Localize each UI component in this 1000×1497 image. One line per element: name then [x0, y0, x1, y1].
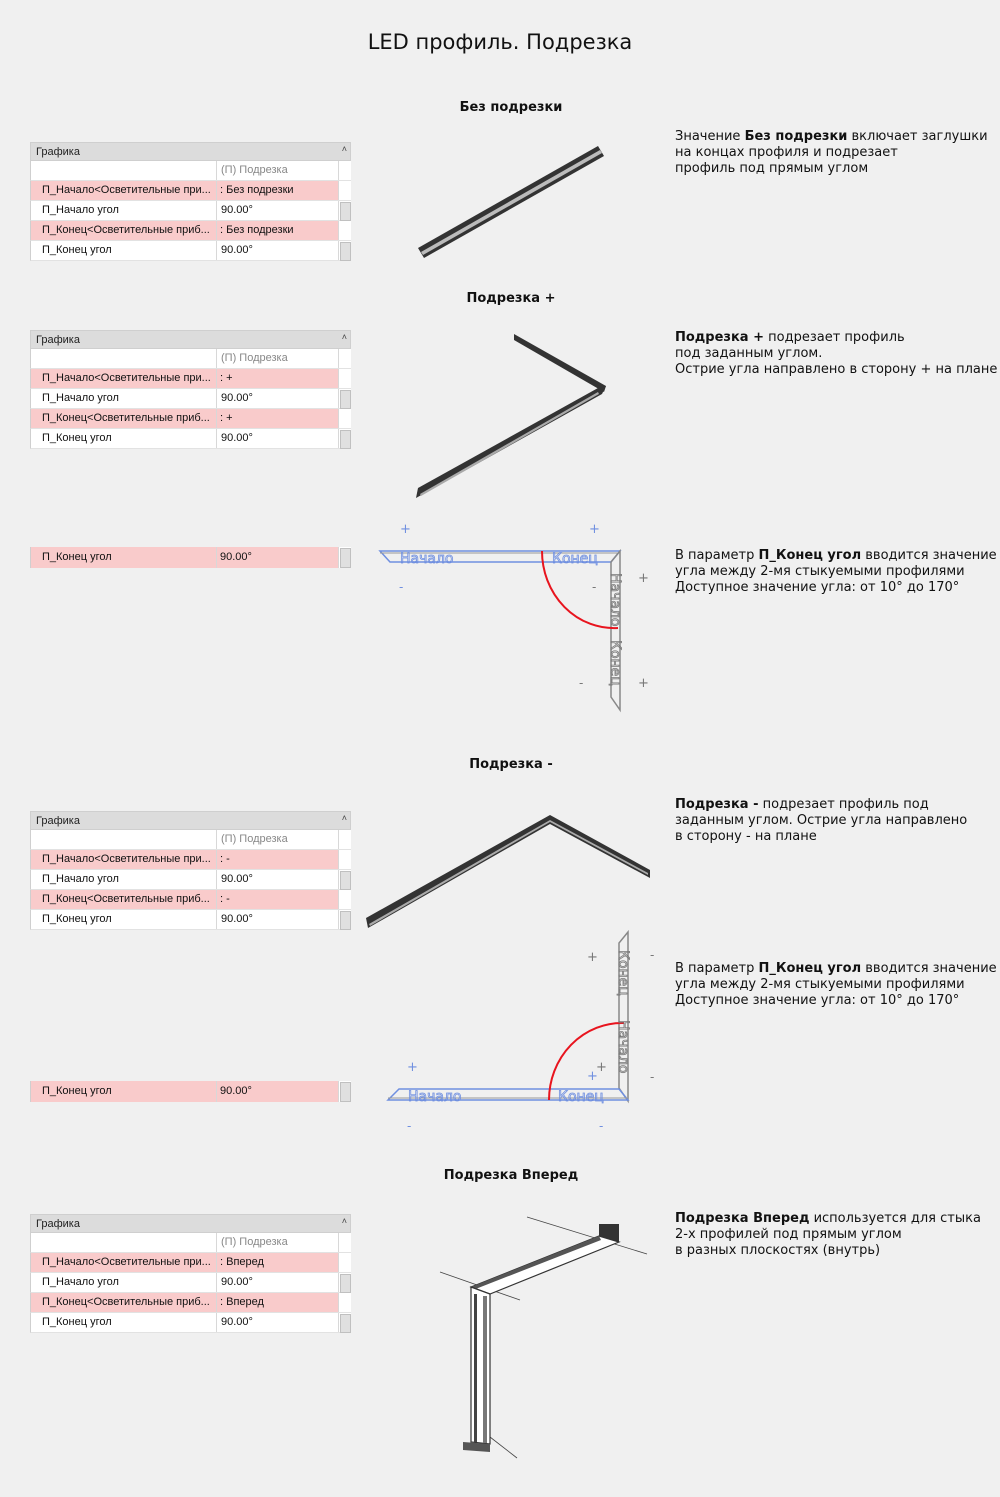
plan-label-end: Конец	[558, 1089, 604, 1105]
row-button[interactable]	[338, 1233, 351, 1252]
table-header-label: Графика	[36, 334, 80, 346]
param-value: : -	[220, 853, 230, 865]
row-button[interactable]	[338, 1081, 351, 1102]
param-name: П_Конец<Осветительные приб...	[31, 1293, 217, 1312]
param-name: П_Конец угол	[31, 910, 217, 929]
table-header[interactable]	[30, 1214, 351, 1233]
plan-label-start-vertical: Начало	[607, 573, 623, 627]
param-value[interactable]: 90.00°	[220, 551, 252, 563]
param-name	[31, 349, 217, 368]
plan-label-start: Начало	[408, 1089, 462, 1105]
table-row-start[interactable]	[30, 1253, 351, 1273]
angle-note-minus: В параметр П_Конец угол вводится значение угла между 2-мя стыкуемыми профилями Доступное значение угла: от 10° до 170°	[675, 961, 997, 1008]
param-name: П_Начало угол	[31, 201, 217, 220]
minus-icon: -	[599, 1119, 604, 1133]
row-button[interactable]	[338, 870, 351, 889]
param-value: : +	[220, 412, 233, 424]
param-value: : Вперед	[220, 1296, 264, 1308]
row-button[interactable]	[338, 349, 351, 368]
table-row-end-angle[interactable]	[30, 910, 351, 930]
param-name: П_Начало<Осветительные при...	[31, 850, 217, 869]
plan-minus-figure	[380, 928, 670, 1133]
param-name: П_Начало<Осветительные при...	[31, 181, 217, 200]
plus-icon: +	[638, 571, 649, 586]
param-value[interactable]: 90.00°	[221, 204, 253, 216]
param-name	[31, 1233, 217, 1252]
table-row-end[interactable]	[30, 221, 351, 241]
table-row-start[interactable]	[30, 181, 351, 201]
collapse-caret-icon[interactable]: ˄	[341, 332, 347, 342]
param-name: П_Начало угол	[31, 1273, 217, 1292]
table-header[interactable]	[30, 811, 351, 830]
profile-plus-cut-figure	[410, 328, 610, 503]
param-name: П_Конец<Осветительные приб...	[31, 890, 217, 909]
section-title-trim-minus: Подрезка -	[469, 757, 553, 772]
table-row-start-angle[interactable]	[30, 870, 351, 890]
row-button[interactable]	[338, 1313, 351, 1332]
param-value[interactable]: 90.00°	[221, 432, 253, 444]
table-row-end-angle[interactable]	[30, 429, 351, 449]
param-value[interactable]: 90.00°	[221, 1316, 253, 1328]
param-name: П_Конец<Осветительные приб...	[31, 221, 217, 240]
properties-table-no-trim	[30, 142, 351, 261]
row-button[interactable]	[338, 409, 351, 428]
row-button[interactable]	[338, 161, 351, 180]
profile-minus-cut-figure	[360, 810, 655, 935]
param-value: : Вперед	[220, 1256, 264, 1268]
table-row-type[interactable]	[30, 830, 351, 850]
description-trim-minus: Подрезка - подрезает профиль под заданным углом. Острие угла направлено в сторону - на плане	[675, 797, 968, 844]
table-header-label: Графика	[36, 1218, 80, 1230]
param-value[interactable]: 90.00°	[221, 244, 253, 256]
table-row-end[interactable]	[30, 409, 351, 429]
collapse-caret-icon[interactable]: ˄	[341, 813, 347, 823]
row-button[interactable]	[338, 1253, 351, 1272]
table-row-end[interactable]	[30, 1293, 351, 1313]
profile-straight-figure	[410, 140, 610, 265]
plus-icon: +	[587, 1069, 598, 1084]
param-value[interactable]: 90.00°	[221, 1276, 253, 1288]
properties-table-trim-minus	[30, 811, 351, 930]
row-button[interactable]	[338, 221, 351, 240]
param-name: П_Конец<Осветительные приб...	[31, 409, 217, 428]
section-title-trim-plus: Подрезка +	[466, 291, 556, 306]
table-row-start-angle[interactable]	[30, 389, 351, 409]
table-row-type[interactable]	[30, 161, 351, 181]
param-value: : Без подрезки	[220, 224, 294, 236]
table-header-label: Графика	[36, 146, 80, 158]
table-row-end-angle-plus[interactable]	[30, 547, 351, 568]
properties-table-trim-plus	[30, 330, 351, 449]
minus-icon: -	[407, 1119, 412, 1133]
param-name: П_Начало<Осветительные при...	[31, 1253, 217, 1272]
row-button[interactable]	[338, 890, 351, 909]
page-title: LED профиль. Подрезка	[367, 30, 633, 54]
minus-icon: -	[650, 1070, 655, 1084]
row-button[interactable]	[338, 1273, 351, 1292]
plan-label-start: Начало	[400, 551, 454, 567]
plus-icon: +	[407, 1060, 418, 1075]
table-row-start[interactable]	[30, 369, 351, 389]
row-button[interactable]	[338, 910, 351, 929]
row-button[interactable]	[338, 547, 351, 568]
row-button[interactable]	[338, 850, 351, 869]
table-row-type[interactable]	[30, 349, 351, 369]
table-row-end-angle-minus[interactable]	[30, 1081, 351, 1102]
param-value: : Без подрезки	[220, 184, 294, 196]
profile-forward-3d-figure	[435, 1212, 650, 1462]
row-button[interactable]	[338, 830, 351, 849]
param-name: П_Конец угол	[31, 429, 217, 448]
param-value: (П) Подрезка	[221, 833, 288, 845]
plus-icon: +	[587, 950, 598, 965]
param-value[interactable]: 90.00°	[221, 873, 253, 885]
description-trim-forward: Подрезка Вперед используется для стыка 2-х профилей под прямым углом в разных плоскостях (внутрь)	[675, 1211, 981, 1258]
table-row-end-angle[interactable]	[30, 241, 351, 261]
param-value[interactable]: 90.00°	[221, 913, 253, 925]
table-header[interactable]	[30, 330, 351, 349]
param-name: П_Начало<Осветительные при...	[31, 369, 217, 388]
param-value: (П) Подрезка	[221, 352, 288, 364]
plus-icon: +	[400, 522, 411, 537]
row-button[interactable]	[338, 241, 351, 260]
plan-label-start-vertical: Начало	[615, 1020, 631, 1074]
param-name: П_Начало угол	[31, 870, 217, 889]
param-name: П_Конец угол	[31, 241, 217, 260]
param-name	[31, 161, 217, 180]
param-value: (П) Подрезка	[221, 1236, 288, 1248]
section-title-trim-forward: Подрезка Вперед	[443, 1168, 579, 1183]
row-button[interactable]	[338, 1293, 351, 1312]
collapse-caret-icon[interactable]: ˄	[341, 1216, 347, 1226]
row-button[interactable]	[338, 389, 351, 408]
table-row-end[interactable]	[30, 890, 351, 910]
param-value[interactable]: 90.00°	[221, 392, 253, 404]
angle-note-plus: В параметр П_Конец угол вводится значение угла между 2-мя стыкуемыми профилями Доступное значение угла: от 10° до 170°	[675, 548, 997, 595]
param-name: П_Конец угол	[31, 547, 217, 568]
table-row-start-angle[interactable]	[30, 201, 351, 221]
param-value: : -	[220, 893, 230, 905]
properties-table-trim-forward	[30, 1214, 351, 1333]
description-no-trim: Значение Без подрезки включает заглушки на концах профиля и подрезает профиль под прямым углом	[675, 129, 988, 176]
param-name	[31, 830, 217, 849]
param-value: (П) Подрезка	[221, 164, 288, 176]
plus-icon: +	[596, 1060, 607, 1075]
param-value: : +	[220, 372, 233, 384]
minus-icon: -	[399, 580, 404, 594]
minus-icon: -	[650, 948, 655, 962]
table-row-type[interactable]	[30, 1233, 351, 1253]
collapse-caret-icon[interactable]: ˄	[341, 144, 347, 154]
row-button[interactable]	[338, 181, 351, 200]
table-header[interactable]	[30, 142, 351, 161]
plan-label-end: Конец	[552, 551, 598, 567]
plus-icon: +	[589, 522, 600, 537]
minus-icon: -	[592, 580, 597, 594]
param-name: П_Конец угол	[31, 1313, 217, 1332]
table-row-start[interactable]	[30, 850, 351, 870]
table-row-start-angle[interactable]	[30, 1273, 351, 1293]
param-name: П_Конец угол	[31, 1081, 217, 1102]
plus-icon: +	[638, 676, 649, 691]
table-header-label: Графика	[36, 815, 80, 827]
row-button[interactable]	[338, 201, 351, 220]
plan-label-end-vertical: Конец	[607, 640, 623, 686]
table-row-end-angle[interactable]	[30, 1313, 351, 1333]
row-button[interactable]	[338, 429, 351, 448]
plan-label-end-vertical: Конец	[615, 950, 631, 996]
plan-plus-figure	[375, 515, 665, 715]
description-trim-plus: Подрезка + подрезает профиль под заданным углом. Острие угла направлено в сторону + на плане	[675, 330, 998, 377]
section-title-no-trim: Без подрезки	[459, 100, 563, 115]
param-value[interactable]: 90.00°	[220, 1085, 252, 1097]
minus-icon: -	[579, 676, 584, 690]
row-button[interactable]	[338, 369, 351, 388]
param-name: П_Начало угол	[31, 389, 217, 408]
